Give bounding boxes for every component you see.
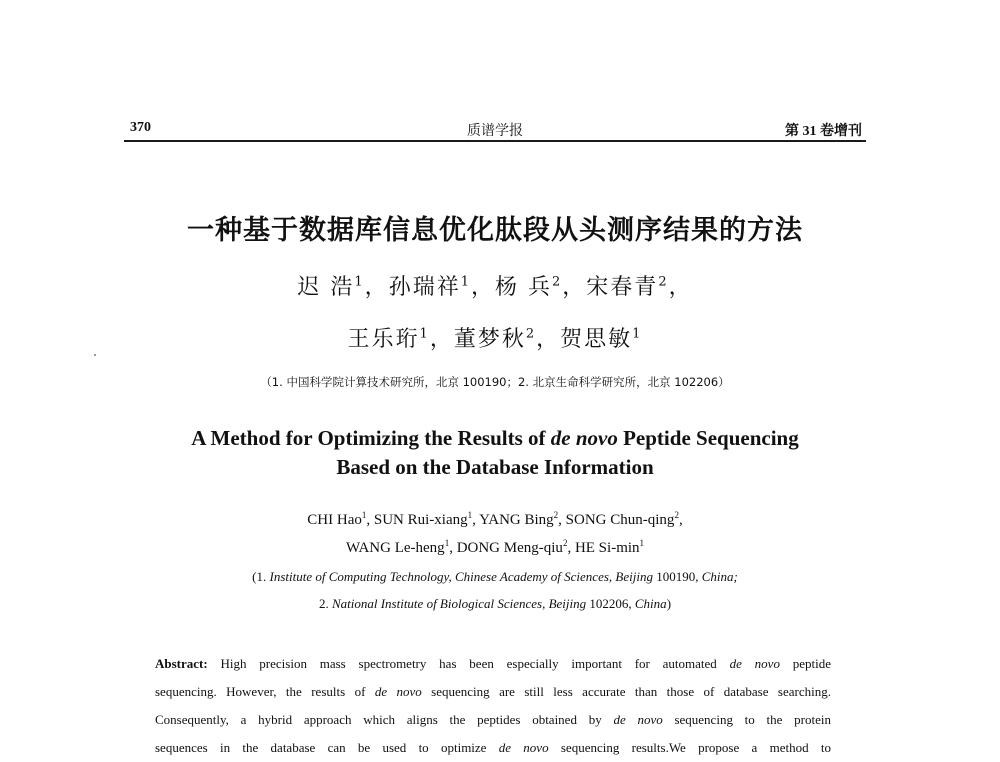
affil-text: 2.	[318, 596, 332, 611]
cn-author: 宋春青	[586, 275, 659, 300]
abstract-line	[155, 734, 831, 762]
en-author: YANG Bing	[479, 512, 554, 528]
english-affiliation-1	[0, 569, 990, 585]
abstract-text: sequencing to the protein	[662, 712, 831, 727]
en-author: DONG Meng-qiu	[456, 540, 563, 556]
affil-mark: 2	[674, 510, 679, 520]
abstract-text: sequencing results.We propose a method to	[548, 740, 831, 755]
affil-text: (1.	[252, 569, 270, 584]
affil-mark: 1	[354, 274, 365, 290]
affil-mark: 1	[419, 326, 430, 342]
affil-country: China	[634, 596, 667, 611]
abstract-text: sequencing are still less accurate than those of database searching.	[421, 684, 831, 699]
cn-author: 贺思敏	[560, 327, 633, 352]
affil-institution: National Institute of Biological Sciences, Beijing	[331, 596, 587, 611]
en-author: HE Si-min	[574, 540, 640, 556]
english-authors-line1: CHI Hao$^1$, SUN Rui-xiang$^1$, YANG Bing$^2$, SONG Chun-qing$^2$,	[307, 510, 683, 528]
abstract-italic: de novo	[613, 712, 663, 727]
title-text: Peptide Sequencing	[617, 426, 799, 450]
abstract-text: High precision mass spectrometry has been especially important for automated	[207, 656, 730, 671]
scan-speck	[94, 354, 96, 356]
affil-mark: 1	[639, 538, 645, 548]
affil-mark: 2	[525, 326, 537, 342]
affil-text: 102206,	[586, 596, 635, 611]
english-affiliation-2	[0, 596, 990, 612]
affil-mark: 1	[632, 326, 643, 342]
cn-author: 孙瑞祥	[388, 275, 461, 300]
abstract-italic: de novo	[374, 684, 422, 699]
affil-country: China;	[701, 569, 738, 584]
en-author: SUN Rui-xiang	[373, 512, 468, 528]
abstract-text: sequencing. However, the results of	[155, 684, 375, 699]
abstract-text: Consequently, a hybrid approach which aligns the peptides obtained by	[155, 712, 614, 727]
affil-text: )	[666, 596, 672, 611]
abstract-line	[155, 706, 831, 734]
affil-text: 100190,	[652, 569, 702, 584]
affil-mark: 1	[444, 538, 450, 548]
abstract-italic: de novo	[729, 656, 780, 671]
abstract-line	[155, 650, 831, 678]
running-header	[124, 118, 866, 142]
title-text: A Method for Optimizing the Results of	[191, 426, 551, 450]
affil-mark: 2	[553, 510, 559, 520]
page-number: 370	[130, 120, 151, 135]
abstract-text: sequences in the database can be used to optimize	[155, 740, 499, 755]
chinese-title: 一种基于数据库信息优化肽段从头测序结果的方法	[187, 215, 803, 246]
chinese-authors-line1: 迟 浩$^1$，孙瑞祥$^1$，杨 兵$^2$，宋春青$^2$，	[297, 274, 693, 300]
affil-mark: 2	[658, 274, 669, 290]
english-title	[0, 424, 990, 482]
en-author: SONG Chun-qing	[565, 512, 675, 528]
abstract-label: Abstract:	[155, 656, 208, 671]
abstract-line	[155, 678, 831, 706]
volume-info: 第 31 卷增刊	[785, 124, 862, 139]
abstract-paragraph	[155, 650, 831, 762]
abstract-italic: de novo	[498, 740, 549, 755]
title-line2: Based on the Database Information	[336, 455, 654, 479]
english-authors-line2: WANG Le-heng$^1$, DONG Meng-qiu$^2$, HE $Si-\min^1$	[345, 538, 645, 556]
cn-author: 迟 浩	[297, 275, 355, 300]
title-italic: de novo	[550, 426, 618, 450]
abstract-text: peptide	[779, 656, 832, 671]
affil-mark: 1	[467, 510, 473, 520]
chinese-affiliations: （1. 中国科学院计算技术研究所，北京 100190；2. 北京生命科学研究所，北京 102206）	[260, 375, 730, 389]
journal-name: 质谱学报	[467, 124, 523, 139]
chinese-authors-line2: 王乐珩$^1$，董梦秋$^2$，贺思敏$^1$	[347, 326, 643, 352]
cn-author: 王乐珩	[347, 327, 420, 352]
affil-institution: Institute of Computing Technology, Chinese Academy of Sciences, Beijing	[269, 569, 653, 584]
en-author: WANG Le-heng	[345, 540, 445, 556]
affil-mark: 1	[361, 510, 367, 520]
cn-author: 杨 兵	[495, 275, 552, 300]
cn-author: 董梦秋	[453, 327, 526, 352]
affil-mark: 1	[460, 274, 471, 290]
affil-mark: 2	[552, 274, 563, 290]
affil-mark: 2	[562, 538, 568, 548]
en-author: CHI Hao	[307, 512, 362, 528]
